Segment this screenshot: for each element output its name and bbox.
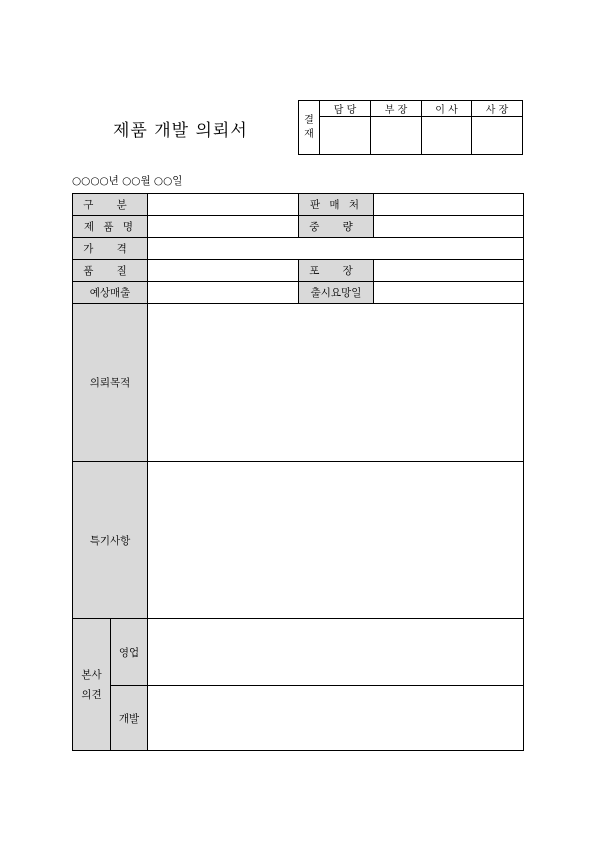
expected-sales-label: 예상매출 [73,282,148,304]
hq-opinion-text: 본사 의견 [81,668,102,701]
price-field[interactable] [148,238,524,260]
approval-sign-president[interactable] [472,117,523,155]
approval-header-president: 사 장 [472,101,523,117]
purpose-label: 의뢰목적 [73,304,148,462]
approval-header-manager: 담 당 [320,101,371,117]
development-opinion-label: 개발 [111,686,148,751]
release-request-label: 출시요망일 [299,282,374,304]
release-request-field[interactable] [374,282,524,304]
quality-label: 품 질 [73,260,148,282]
weight-label: 중 량 [299,216,374,238]
approval-header-director: 부 장 [371,101,422,117]
approval-sign-manager[interactable] [320,117,371,155]
approval-sign-director[interactable] [371,117,422,155]
approval-sign-executive[interactable] [422,117,472,155]
product-name-label: 제 품 명 [73,216,148,238]
request-form-table [72,193,524,751]
price-label: 가 격 [73,238,148,260]
seller-label: 판 매 처 [299,194,374,216]
sales-opinion-field[interactable] [148,619,524,686]
approval-header-executive: 이 사 [422,101,472,117]
approval-label [299,101,320,155]
sales-opinion-label: 영업 [111,619,148,686]
approval-label-text: 결재 [304,114,314,140]
weight-field[interactable] [374,216,524,238]
notes-label: 특기사항 [73,462,148,619]
product-name-field[interactable] [148,216,299,238]
hq-opinion-label [73,619,111,751]
notes-field[interactable] [148,462,524,619]
expected-sales-field[interactable] [148,282,299,304]
quality-field[interactable] [148,260,299,282]
document-date: ○○○○년 ○○월 ○○일 [72,175,183,187]
seller-field[interactable] [374,194,524,216]
packaging-label: 포 장 [299,260,374,282]
document-title: 제품 개발 의뢰서 [113,121,248,141]
purpose-field[interactable] [148,304,524,462]
approval-table [298,100,523,155]
category-field[interactable] [148,194,299,216]
development-opinion-field[interactable] [148,686,524,751]
packaging-field[interactable] [374,260,524,282]
category-label: 구 분 [73,194,148,216]
